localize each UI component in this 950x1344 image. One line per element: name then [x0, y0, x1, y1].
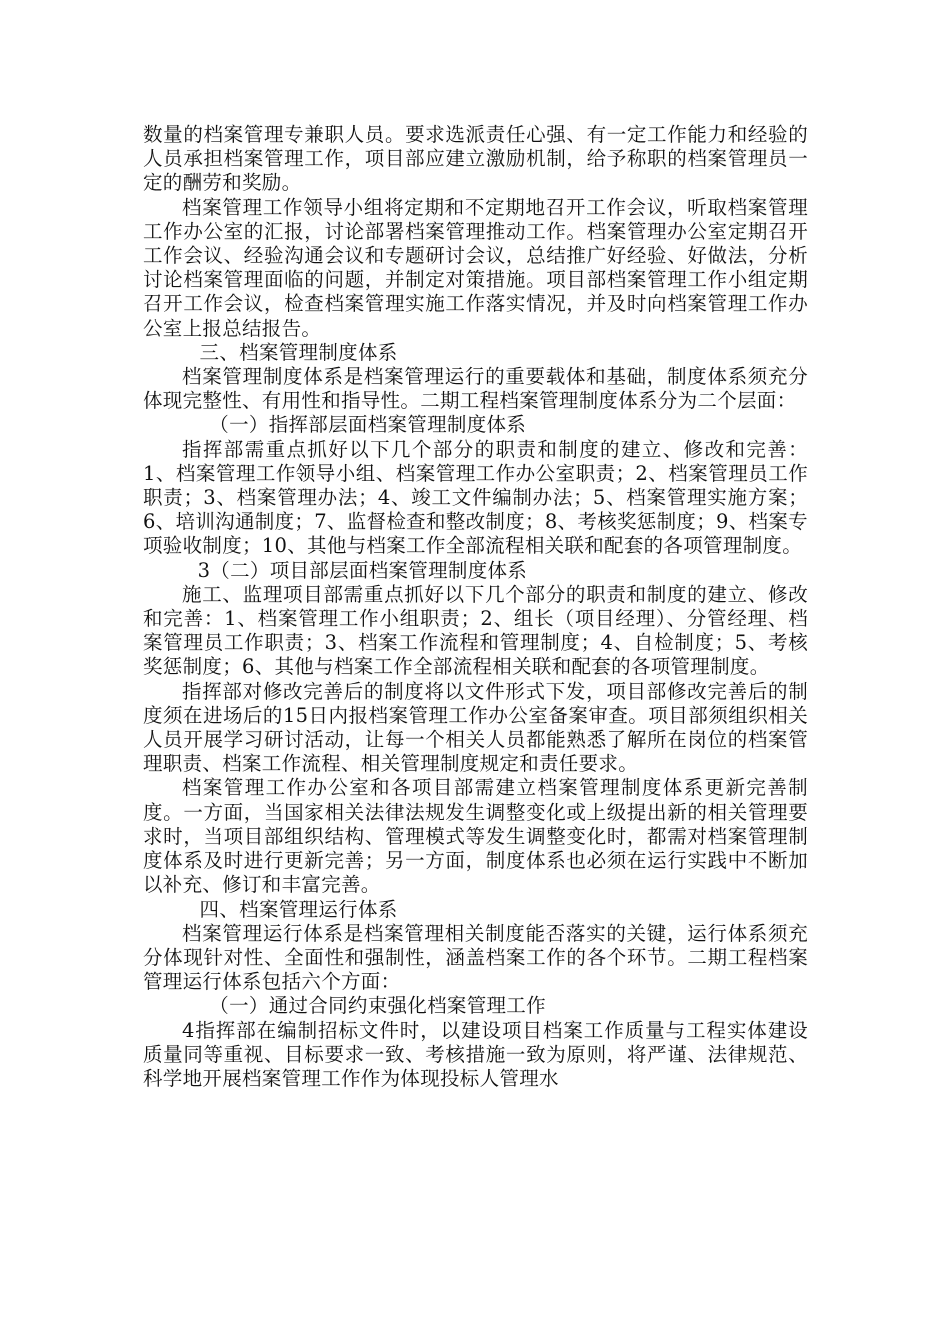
- subheading-hq-level: （一）指挥部层面档案管理制度体系: [209, 413, 527, 437]
- document-body: [143, 123, 808, 1091]
- subheading-project-level: 3（二）项目部层面档案管理制度体系: [197, 558, 528, 582]
- paragraph-tender: 4指挥部在编制招标文件时，以建设项目档案工作质量与工程实体建设质量同等重视、目标要求一致、考核措施一致为原则，将严谨、法律规范、科学地开展档案管理工作作为体现投标人管理水: [143, 1018, 808, 1090]
- paragraph-project-duties: 施工、监理项目部需重点抓好以下几个部分的职责和制度的建立、修改和完善：1、档案管理工作小组职责；2、组长（项目经理）、分管经理、档案管理员工作职责；3、档案工作流程和管理制度；4、自检制度；5、考核奖惩制度；6、其他与档案工作全部流程相关联和配套的各项管理制度。: [143, 582, 808, 679]
- paragraph-update: 档案管理工作办公室和各项目部需建立档案管理制度体系更新完善制度。一方面，当国家相关法律法规发生调整变化或上级提出新的相关管理要求时，当项目部组织结构、管理模式等发生调整变化时，都需对档案管理制度体系及时进行更新完善；另一方面，制度体系也必须在运行实践中不断加以补充、修订和丰富完善。: [143, 776, 808, 897]
- paragraph-operation-intro: 档案管理运行体系是档案管理相关制度能否落实的关键，运行体系须充分体现针对性、全面性和强制性，涵盖档案工作的各个环节。二期工程档案管理运行体系包括六个方面：: [143, 921, 808, 994]
- subheading-contract: （一）通过合同约束强化档案管理工作: [209, 994, 546, 1018]
- paragraph-staffing: 数量的档案管理专兼职人员。要求选派责任心强、有一定工作能力和经验的人员承担档案管理工作，项目部应建立激励机制，给予称职的档案管理员一定的酬劳和奖励。: [143, 123, 808, 195]
- section-heading-system: 三、档案管理制度体系: [199, 340, 398, 364]
- paragraph-hq-duties: 指挥部需重点抓好以下几个部分的职责和制度的建立、修改和完善：1、档案管理工作领导小组、档案管理工作办公室职责；2、档案管理员工作职责；3、档案管理办法；4、竣工文件编制办法；5、档案管理实施方案；6、培训沟通制度；7、监督检查和整改制度；8、考核奖惩制度；9、档案专项验收制度；10、其他与档案工作全部流程相关联和配套的各项管理制度。: [143, 437, 808, 558]
- paragraph-system-intro: 档案管理制度体系是档案管理运行的重要载体和基础，制度体系须充分体现完整性、有用性和指导性。二期工程档案管理制度体系分为二个层面：: [143, 365, 808, 413]
- paragraph-filing: 指挥部对修改完善后的制度将以文件形式下发，项目部修改完善后的制度须在进场后的15日内报档案管理工作办公室备案审查。项目部须组织相关人员开展学习研讨活动，让每一个相关人员都能熟悉了解所在岗位的档案管理职责、档案工作流程、相关管理制度规定和责任要求。: [143, 679, 808, 776]
- section-heading-operation: 四、档案管理运行体系: [199, 897, 398, 921]
- paragraph-meetings: 档案管理工作领导小组将定期和不定期地召开工作会议，听取档案管理工作办公室的汇报，讨论部署档案管理推动工作。档案管理办公室定期召开工作会议、经验沟通会议和专题研讨会议，总结推广好经验、好做法，分析讨论档案管理面临的问题，并制定对策措施。项目部档案管理工作小组定期召开工作会议，检查档案管理实施工作落实情况，并及时向档案管理工作办公室上报总结报告。: [143, 195, 808, 340]
